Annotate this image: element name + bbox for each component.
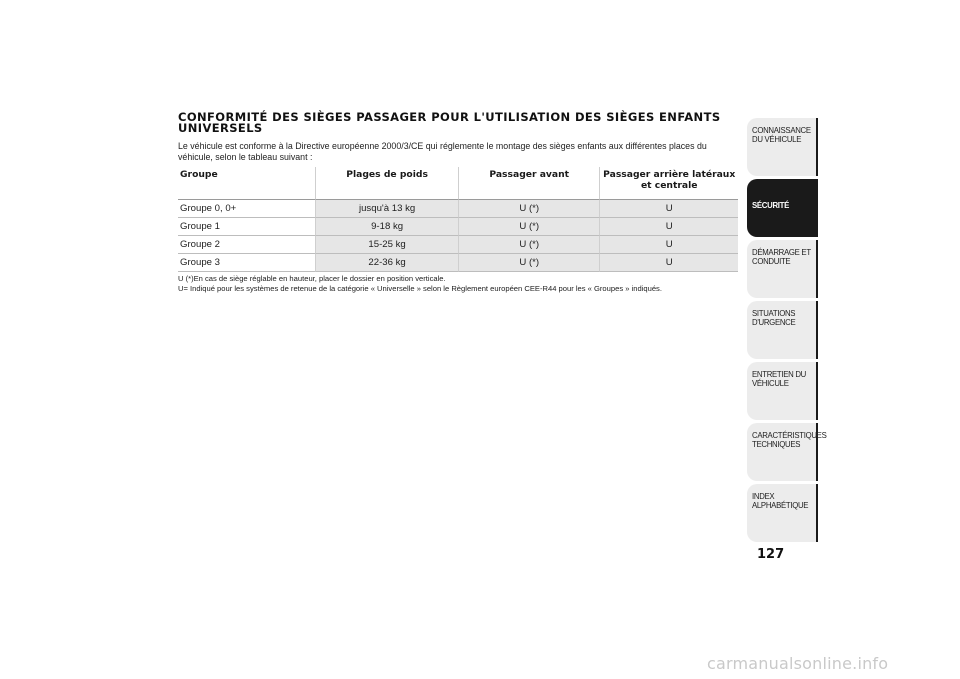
header-groupe: Groupe: [180, 169, 218, 180]
chapter-sidebar: [747, 118, 827, 545]
table-row: [178, 218, 738, 236]
note-adjustable-seat: U (*)En cas de siège réglable en hauteur, placer le dossier en position verticale.: [178, 274, 446, 283]
header-passager-arriere: Passager arrière latéraux et centrale: [599, 167, 738, 199]
cell-weight: 9-18 kg: [315, 218, 458, 236]
cell-weight: 15-25 kg: [315, 236, 458, 254]
cell-front-passenger: U (*): [458, 236, 599, 254]
header-passager-avant: Passager avant: [458, 167, 599, 199]
table-row: [178, 236, 738, 254]
section-heading: CONFORMITÉ DES SIÈGES PASSAGER POUR L'UTILISATION DES SIÈGES ENFANTS UNIVERSELS: [178, 110, 721, 135]
table-notes: [178, 274, 738, 294]
cell-rear-passenger: U: [599, 254, 738, 272]
table-row: [178, 199, 738, 218]
cell-rear-passenger: U: [599, 199, 738, 218]
intro-paragraph: Le véhicule est conforme à la Directive européenne 2000/3/CE qui réglemente le montage des sièges enfants aux différentes places du véhicule, selon le tableau suivant :: [178, 141, 707, 163]
tab-caracteristiques-techniques[interactable]: CARACTÉRISTIQUES TECHNIQUES: [747, 423, 818, 481]
tab-entretien-du-vehicule[interactable]: ENTRETIEN DU VÉHICULE: [747, 362, 818, 420]
tab-index-alphabetique[interactable]: INDEX ALPHABÉTIQUE: [747, 484, 818, 542]
main-content: [178, 112, 738, 294]
header-plages-de-poids: Plages de poids: [315, 167, 458, 199]
cell-group: Groupe 2: [178, 236, 315, 254]
cell-group: Groupe 1: [178, 218, 315, 236]
cell-weight: 22-36 kg: [315, 254, 458, 272]
tab-connaissance-du-vehicule[interactable]: CONNAISSANCE DU VÉHICULE: [747, 118, 818, 176]
table-header-row: [178, 167, 738, 199]
tab-situations-d-urgence[interactable]: SITUATIONS D'URGENCE: [747, 301, 818, 359]
tab-demarrage-et-conduite[interactable]: DÉMARRAGE ET CONDUITE: [747, 240, 818, 298]
cell-front-passenger: U (*): [458, 199, 599, 218]
cell-rear-passenger: U: [599, 218, 738, 236]
table-row: [178, 254, 738, 272]
tab-securite[interactable]: SÉCURITÉ: [747, 179, 818, 237]
child-seat-table: [178, 167, 738, 272]
watermark-text: carmanualsonline.info: [707, 654, 889, 673]
cell-group: Groupe 3: [178, 254, 315, 272]
note-universal-category: U= Indiqué pour les systèmes de retenue de la catégorie « Universelle » selon le Règlement européen CEE-R44 pour les « Groupes » indiqués.: [178, 284, 662, 293]
cell-weight: jusqu'à 13 kg: [315, 199, 458, 218]
cell-rear-passenger: U: [599, 236, 738, 254]
cell-front-passenger: U (*): [458, 254, 599, 272]
cell-front-passenger: U (*): [458, 218, 599, 236]
page-number: 127: [757, 547, 785, 562]
cell-group: Groupe 0, 0+: [178, 199, 315, 218]
